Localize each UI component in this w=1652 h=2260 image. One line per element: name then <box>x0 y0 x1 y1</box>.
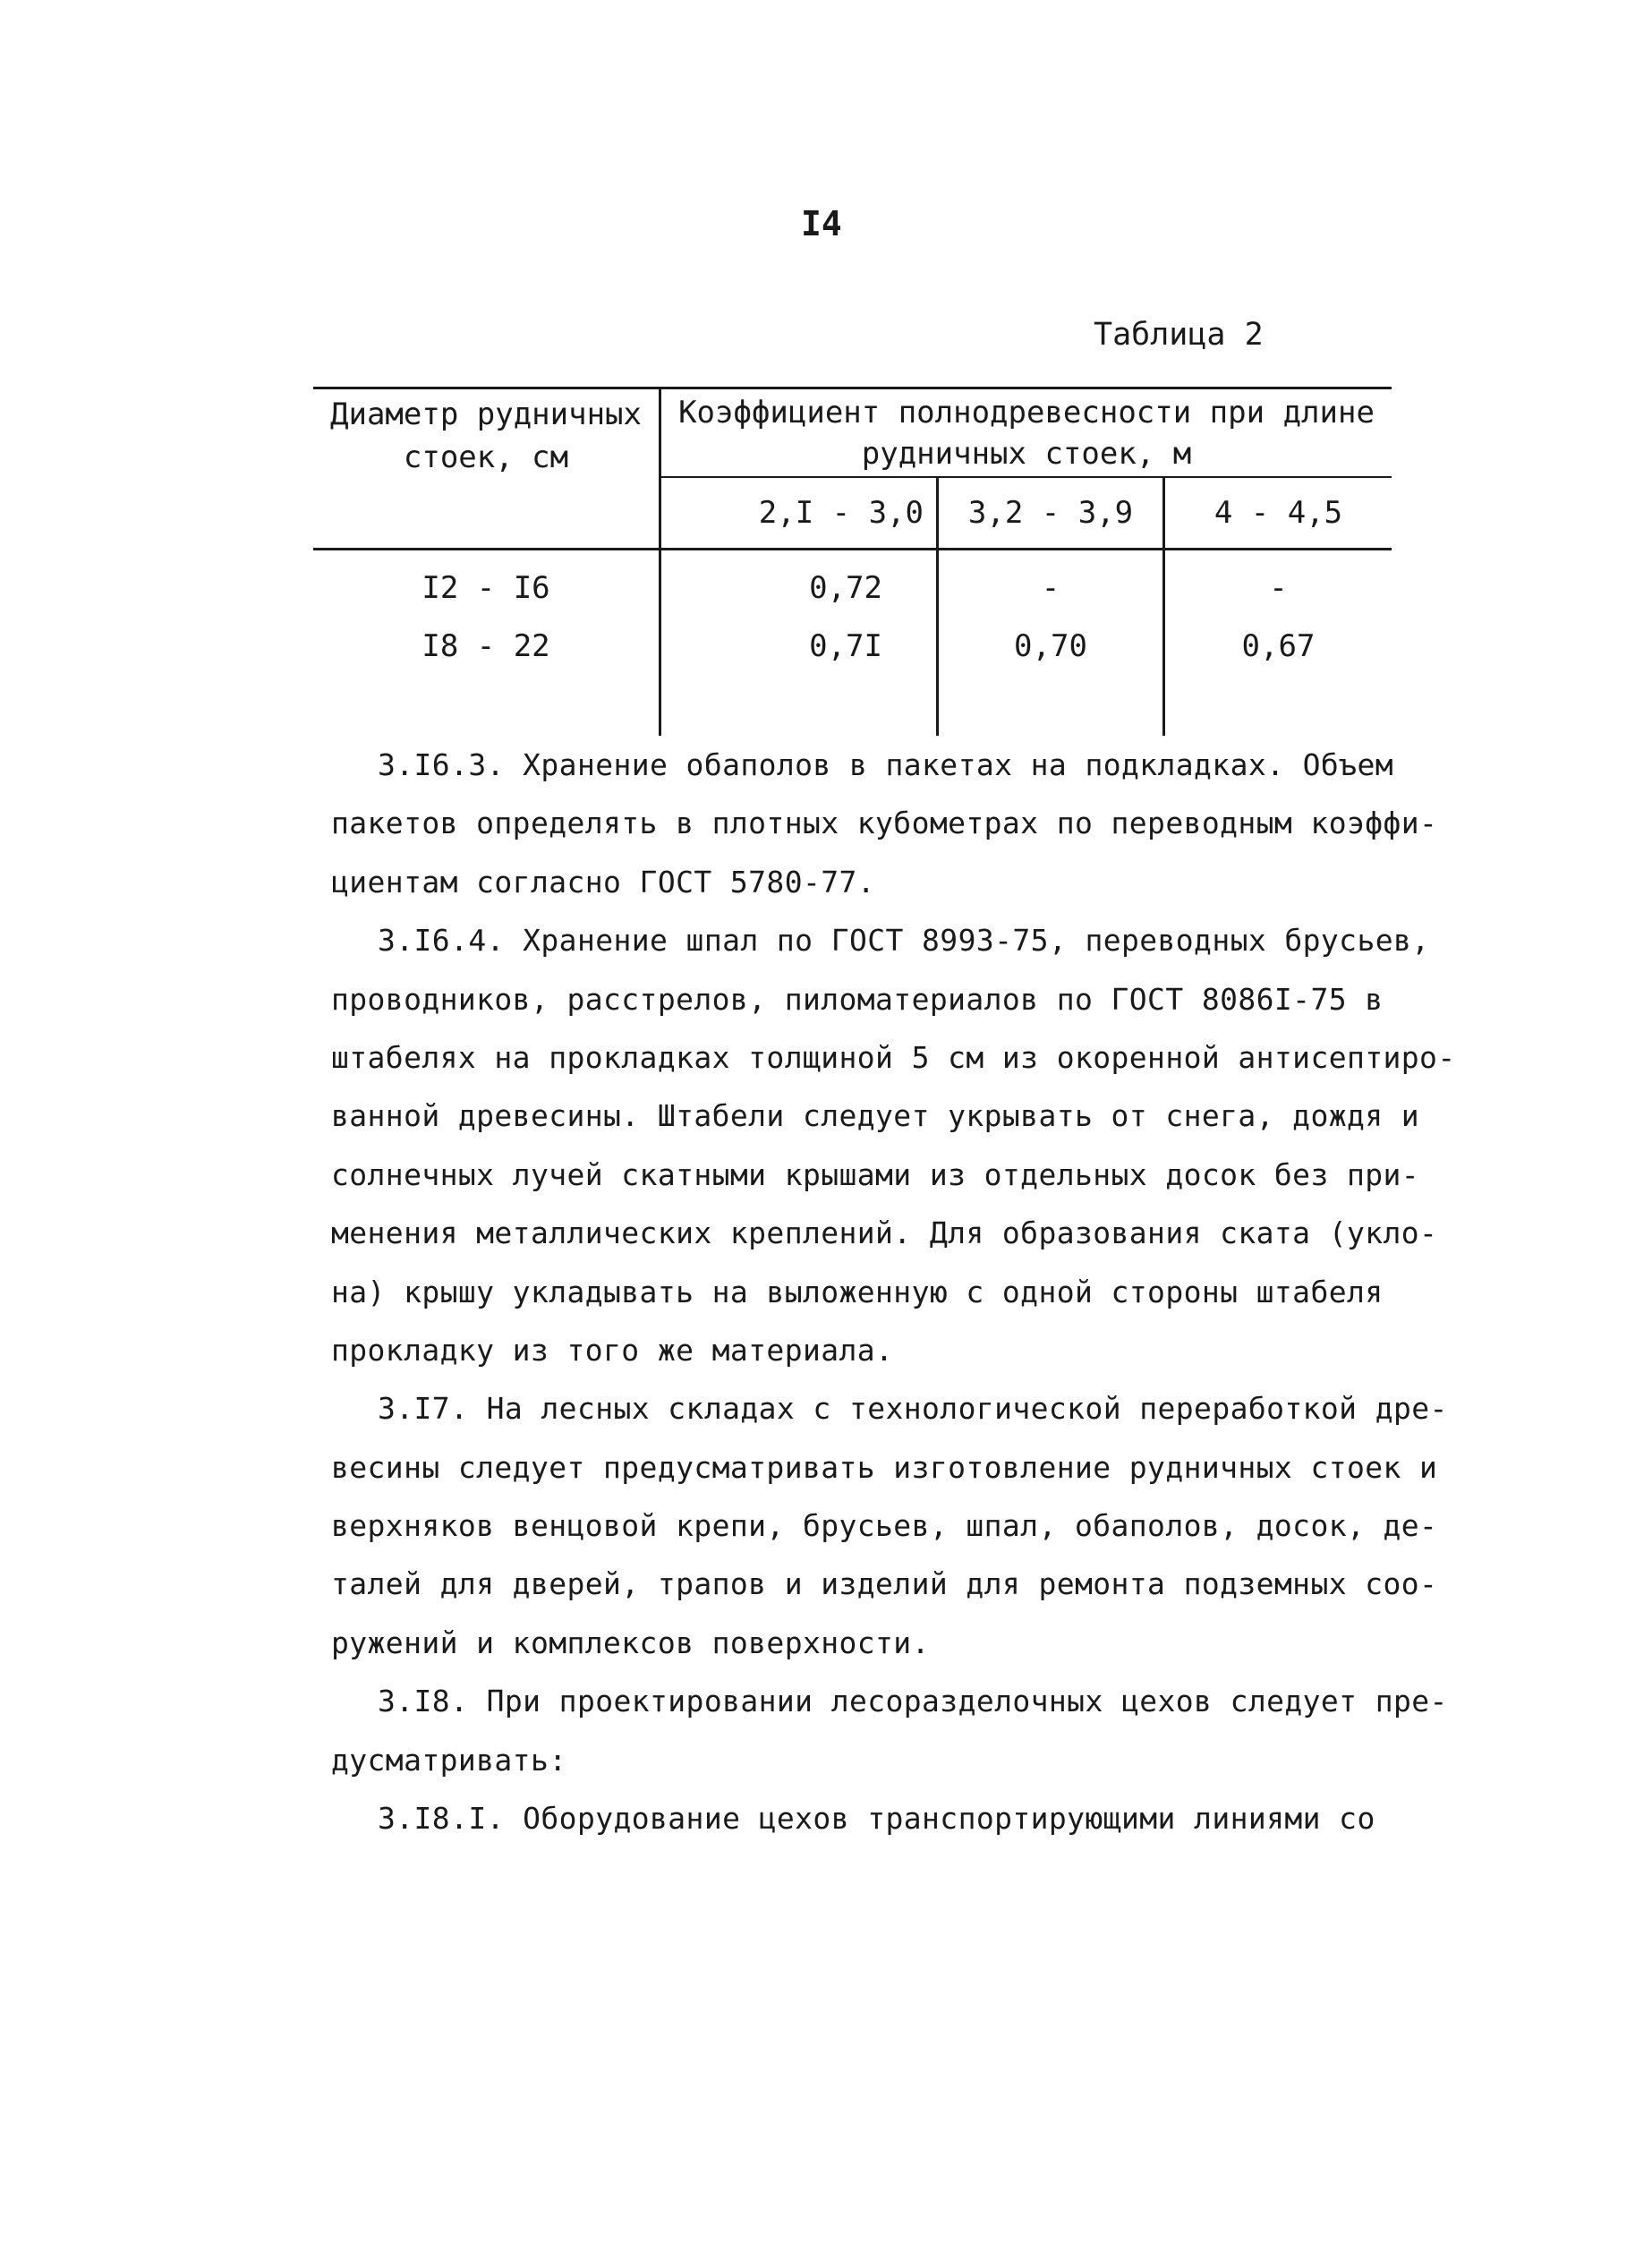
diameter-header-line-2: стоек, см <box>403 439 569 475</box>
table-subheader-rule <box>660 476 1392 478</box>
text-line: ружений и комплексов поверхности. <box>331 1625 930 1660</box>
row-2-diameter: I8 - 22 <box>422 628 550 664</box>
text-line: талей для дверей, трапов и изделий для ремонта подземных соо- <box>331 1566 1438 1602</box>
text-line: ванной древесины. Штабели следует укрывать от снега, дождя и <box>331 1098 1420 1134</box>
table-top-rule <box>313 387 1392 389</box>
text-line: 3.I6.4. Хранение шпал по ГОСТ 8993-75, переводных брусьев, <box>378 923 1430 959</box>
row-2-value-1: 0,7I <box>809 628 882 664</box>
text-line: проводников, расстрелов, пиломатериалов по ГОСТ 8086I-75 в <box>331 981 1384 1017</box>
coefficient-table <box>313 387 1392 736</box>
body-text <box>331 736 1456 1847</box>
text-line: дусматривать: <box>331 1742 567 1778</box>
row-2-value-3: 0,67 <box>1241 628 1316 664</box>
page-number: I4 <box>801 204 842 243</box>
text-line: весины следует предусматривать изготовление рудничных стоек и <box>331 1449 1438 1485</box>
row-1-diameter: I2 - I6 <box>422 570 550 606</box>
row-1-value-2: - <box>1041 570 1060 606</box>
text-line: 3.I7. На лесных складах с технологической переработкой дре- <box>378 1391 1448 1427</box>
diameter-header-line-1: Диаметр рудничных <box>330 397 642 432</box>
text-line: 3.I8. При проектировании лесоразделочных цехов следует пре- <box>378 1684 1448 1719</box>
text-line: на) крышу укладывать на выложенную с одной стороны штабеля <box>331 1274 1384 1309</box>
text-line: прокладку из того же материала. <box>331 1332 894 1368</box>
length-header-2: 3,2 - 3,9 <box>967 495 1134 531</box>
coefficient-header-line-1: Коэффициент полнодревесности при длине <box>678 395 1375 431</box>
row-2-value-2: 0,70 <box>1014 628 1087 664</box>
text-line: пакетов определять в плотных кубометрах по переводным коэффи- <box>331 806 1438 841</box>
length-header-3: 4 - 4,5 <box>1213 495 1343 531</box>
text-line: 3.I8.I. Оборудование цехов транспортирующими линиями со <box>378 1801 1375 1837</box>
row-1-value-1: 0,72 <box>809 570 882 606</box>
text-line: штабелях на прокладках толщиной 5 см из окоренной антисептиро- <box>331 1039 1456 1075</box>
table-caption: Таблица 2 <box>1094 317 1264 353</box>
text-line: верхняков венцовой крепи, брусьев, шпал, обаполов, досок, де- <box>331 1508 1438 1544</box>
table-header-bottom-rule <box>313 548 1392 550</box>
text-line: менения металлических креплений. Для образования ската (укло- <box>331 1215 1438 1251</box>
row-1-value-3: - <box>1269 570 1288 606</box>
text-line: 3.I6.3. Хранение обаполов в пакетах на подкладках. Объем <box>378 747 1393 782</box>
length-header-1: 2,I - 3,0 <box>758 495 924 531</box>
coefficient-header-line-2: рудничных стоек, м <box>861 436 1192 472</box>
text-line: солнечных лучей скатными крышами из отдельных досок без при- <box>331 1156 1420 1192</box>
text-line: циентам согласно ГОСТ 5780-77. <box>331 864 876 900</box>
